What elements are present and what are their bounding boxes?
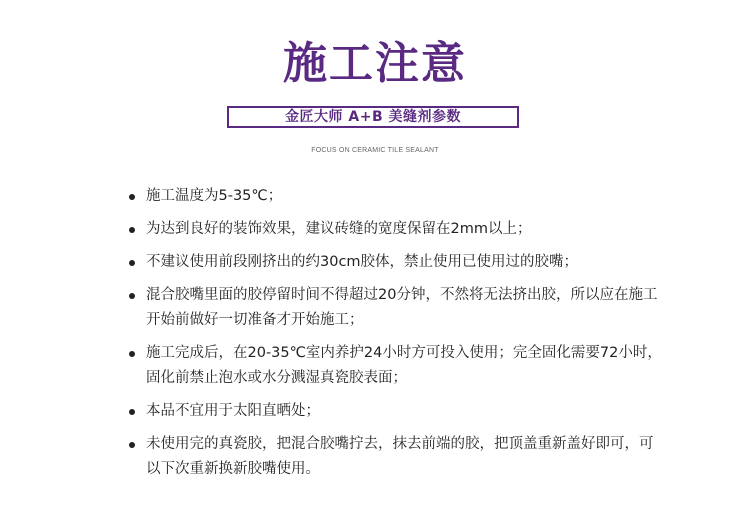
note-text: 混合胶嘴里面的胶停留时间不得超过20分钟，不然将无法挤出胶，所以应在施工开始前做好一切准备才开始施工； [146, 287, 658, 328]
note-text: 不建议使用前段刚挤出的约30cm胶体，禁止使用已使用过的胶嘴； [146, 254, 579, 270]
notes-list [126, 184, 666, 490]
bullet-icon [129, 409, 135, 415]
product-subtitle: 金匠大师 A+B 美缝剂参数 [285, 109, 461, 125]
bullet-icon [129, 260, 135, 266]
tagline: FOCUS ON CERAMIC TILE SEALANT [311, 147, 439, 154]
note-item [126, 283, 666, 333]
bullet-icon [129, 293, 135, 299]
note-item [126, 399, 666, 424]
page-title: 施工注意 [283, 38, 467, 89]
bullet-icon [129, 442, 135, 448]
note-text: 施工温度为5-35℃； [146, 188, 283, 204]
note-item [126, 217, 666, 242]
product-subtitle-box [227, 106, 519, 128]
note-text: 未使用完的真瓷胶，把混合胶嘴拧去，抹去前端的胶，把顶盖重新盖好即可，可以下次重新换新胶嘴使用。 [146, 436, 654, 477]
bullet-icon [129, 351, 135, 357]
note-text: 施工完成后，在20-35℃室内养护24小时方可投入使用；完全固化需要72小时，固化前禁止泡水或水分溅湿真瓷胶表面； [146, 345, 662, 386]
note-item [126, 432, 666, 482]
note-item [126, 250, 666, 275]
note-item [126, 341, 666, 391]
bullet-icon [129, 194, 135, 200]
note-text: 本品不宜用于太阳直晒处； [146, 403, 320, 419]
note-text: 为达到良好的装饰效果，建议砖缝的宽度保留在2mm以上； [146, 221, 532, 237]
note-item [126, 184, 666, 209]
bullet-icon [129, 227, 135, 233]
